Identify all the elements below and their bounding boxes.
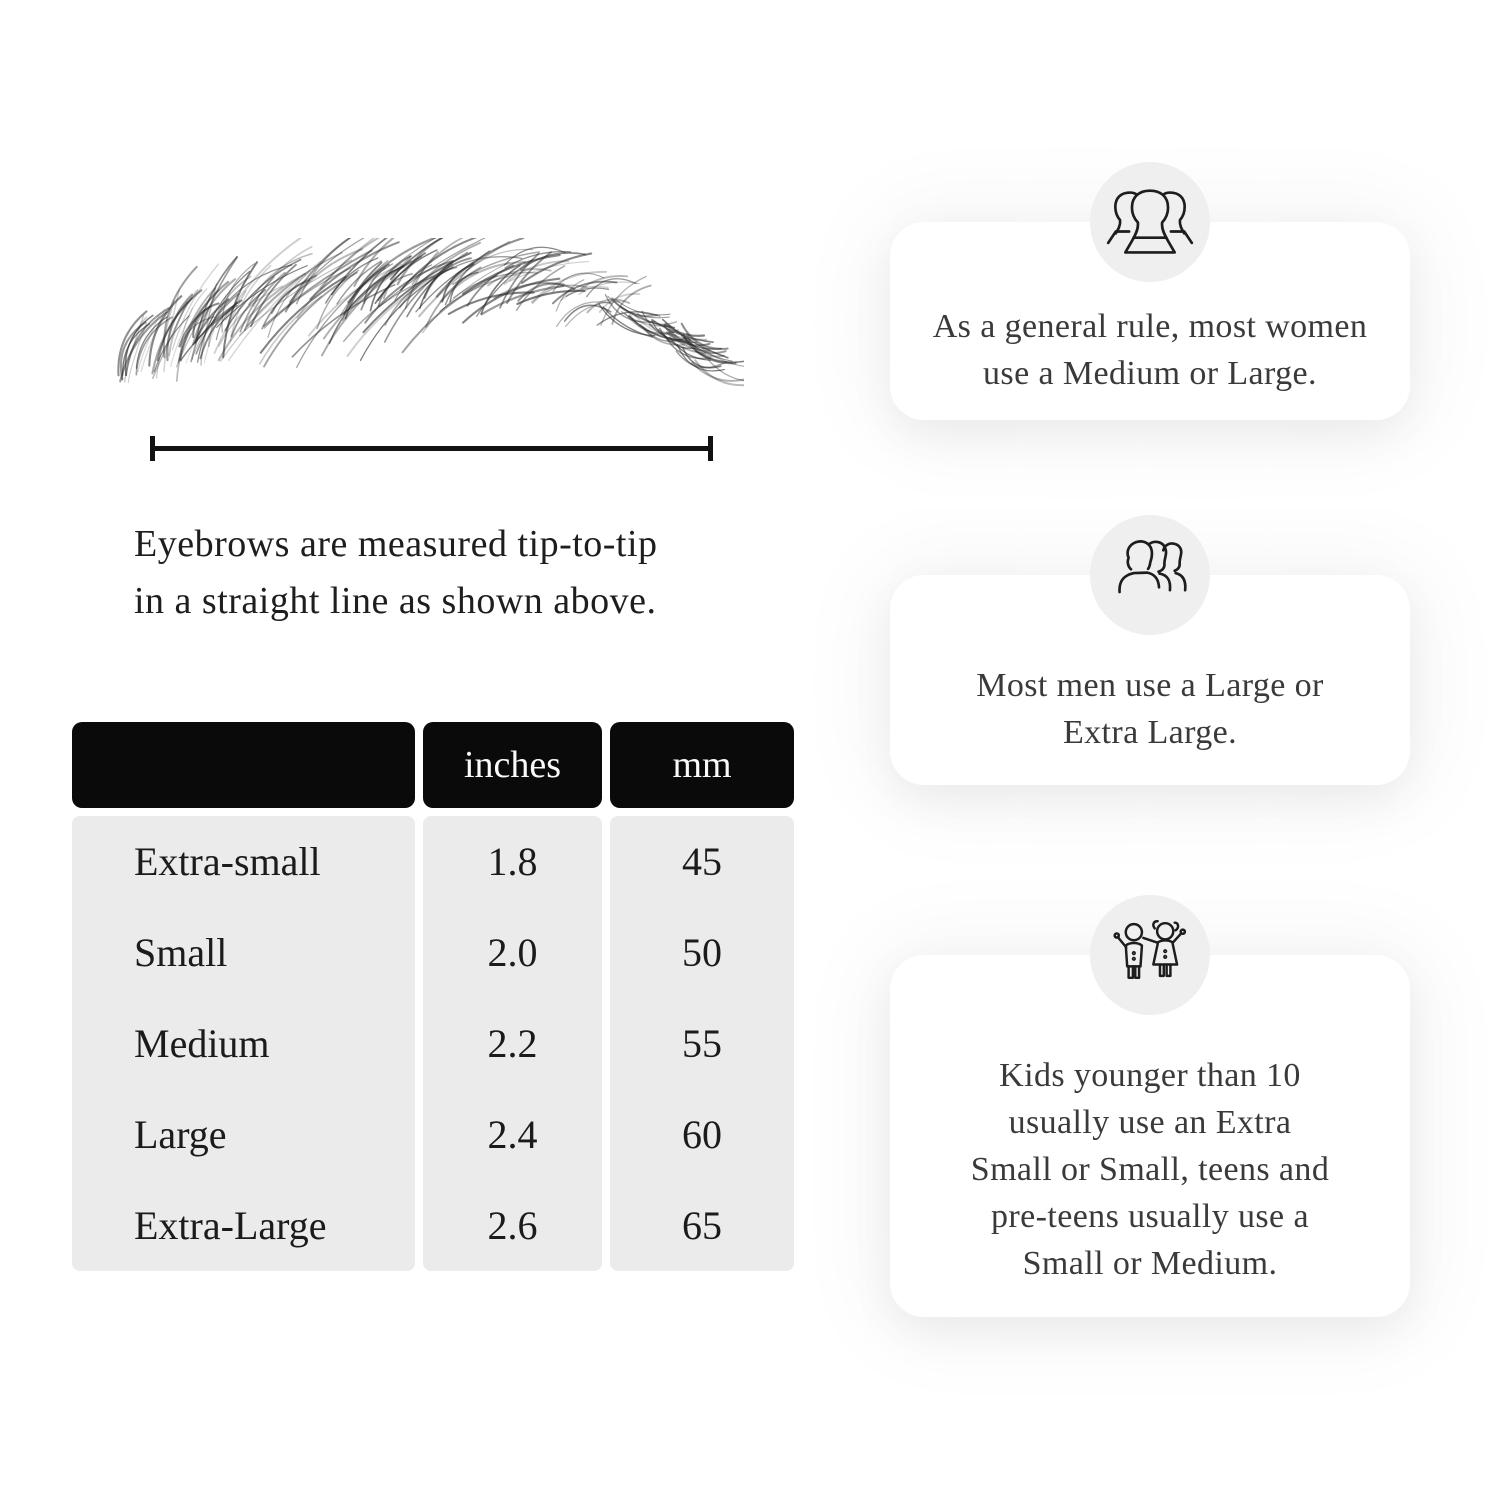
tip-to-tip-measurement-line (150, 446, 713, 451)
table-cell-inches: 2.6 (487, 1203, 538, 1248)
info-card-women-text (933, 303, 1368, 397)
caption-line-2: in a straight line as shown above. (134, 580, 657, 622)
table-cell-mm: 55 (682, 1021, 722, 1066)
table-cell-mm: 50 (682, 930, 722, 975)
info-card-women (890, 222, 1410, 420)
table-cell-mm: 65 (682, 1203, 722, 1248)
table-row-label: Extra-Large (134, 1203, 327, 1248)
info-card-men (890, 575, 1410, 785)
info-card-kids (890, 955, 1410, 1317)
card-text-line: Small or Small, teens and (970, 1150, 1330, 1188)
table-row-label: Medium (134, 1021, 270, 1066)
men-group-icon (1090, 515, 1210, 635)
card-text-line: As a general rule, most women (932, 308, 1368, 345)
table-cell-inches: 1.8 (487, 839, 538, 884)
table-cell-inches: 2.4 (487, 1112, 538, 1157)
table-row-label: Small (134, 930, 228, 975)
card-text-line: use a Medium or Large. (983, 355, 1317, 392)
card-text-line: Small or Medium. (1022, 1244, 1278, 1282)
women-group-icon (1090, 162, 1210, 282)
table-cell-mm: 60 (682, 1112, 722, 1157)
table-cell-mm: 45 (682, 839, 722, 884)
table-column-inches (423, 816, 602, 1271)
info-card-men-text (976, 662, 1324, 756)
table-cell-inches: 2.0 (487, 930, 538, 975)
card-text-line: usually use an Extra (1008, 1103, 1292, 1141)
table-row-label: Large (134, 1112, 227, 1157)
table-column-size-labels (72, 816, 415, 1271)
eyebrow-sketch-svg (112, 238, 744, 436)
card-text-line: Kids younger than 10 (999, 1056, 1301, 1094)
table-header-mm: mm (610, 722, 794, 808)
table-row-label: Extra-small (134, 839, 321, 884)
table-cell-inches: 2.2 (487, 1021, 538, 1066)
kids-icon (1090, 895, 1210, 1015)
table-column-mm (610, 816, 794, 1271)
card-text-line: Extra Large. (1062, 714, 1238, 751)
eyebrow-illustration (112, 238, 744, 436)
table-header-inches: inches (423, 722, 602, 808)
measurement-caption (134, 516, 774, 630)
info-card-kids-text (971, 1052, 1329, 1287)
caption-line-1: Eyebrows are measured tip-to-tip (134, 523, 658, 565)
card-text-line: pre-teens usually use a (991, 1197, 1309, 1235)
card-text-line: Most men use a Large or (976, 667, 1324, 704)
table-header-size (72, 722, 415, 808)
